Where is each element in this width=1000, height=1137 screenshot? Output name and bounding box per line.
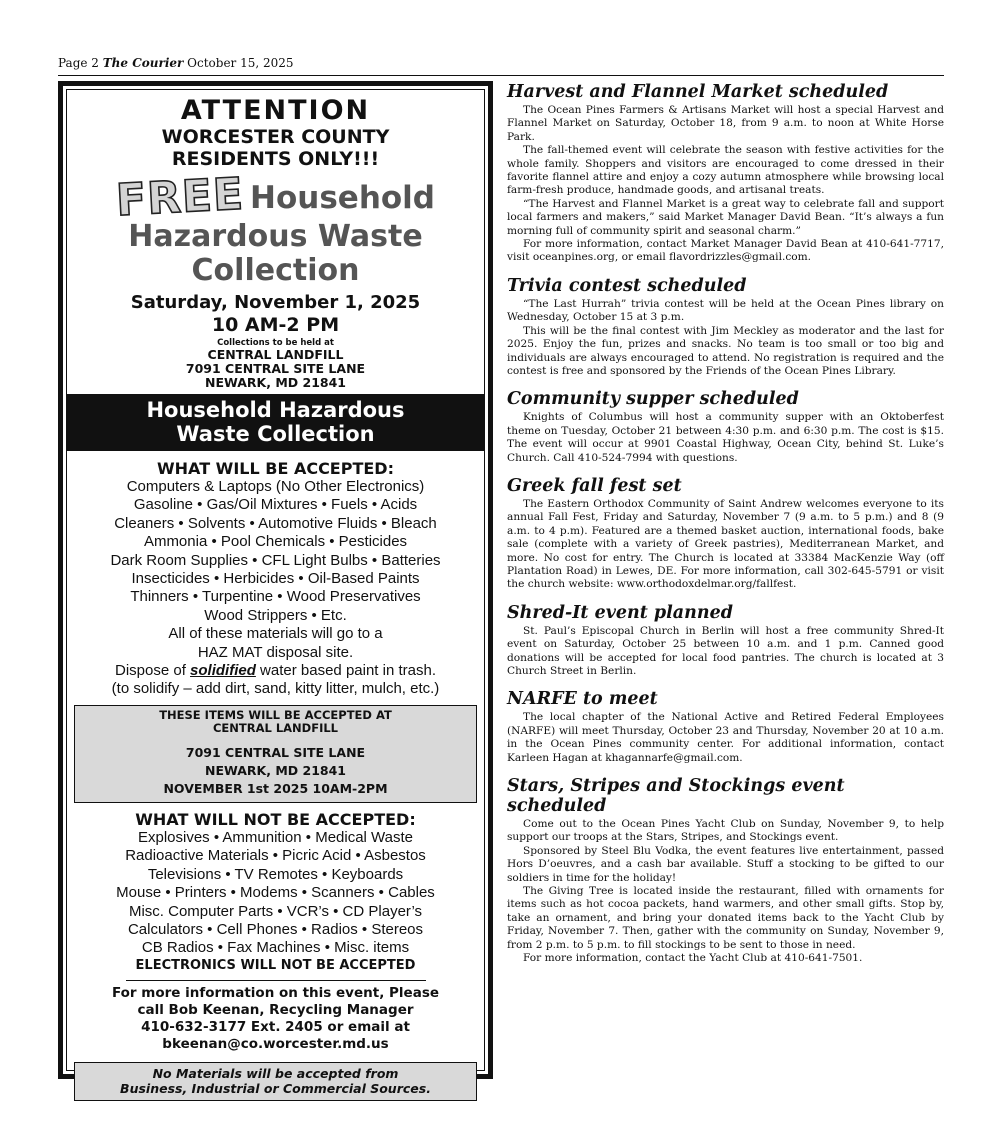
page-header: [58, 56, 944, 76]
not-accepted-item: Explosives • Ammunition • Medical Waste: [137, 828, 414, 846]
issue-date: October 15, 2025: [187, 56, 294, 70]
article-title: Greek fall fest set: [507, 475, 682, 496]
accepted-item: Dark Room Supplies • CFL Light Bulbs • Batteries: [110, 551, 441, 569]
accepted-item: Cleaners • Solvents • Automotive Fluids • Bleach: [114, 514, 437, 532]
ad-banner-line-1: Household Hazardous: [146, 398, 405, 422]
article-title: Harvest and Flannel Market scheduled: [507, 82, 889, 102]
article-title: Trivia contest scheduled: [507, 275, 747, 296]
article-community-supper: [507, 389, 944, 465]
article-paragraph: “The Last Hurrah” trivia contest will be held at the Ocean Pines library on Wednesday, October 15 at 3 p.m.: [507, 297, 944, 324]
article-shred-it: [507, 603, 944, 679]
article-greek-fall-fest: [507, 476, 944, 592]
article-paragraph: St. Paul’s Episcopal Church in Berlin will host a free community Shred-It event on Saturday, October 25 between 10 a.m. and 1 p.m. Canned good donations will be accepted for local food pantries. The church is located at 3 Church Street in Berlin.: [507, 624, 944, 677]
box-line: THESE ITEMS WILL BE ACCEPTED AT: [159, 707, 392, 722]
ad-residents-line-2: RESIDENTS ONLY!!!: [171, 148, 380, 170]
article-title: NARFE to meet: [507, 689, 658, 710]
accepted-list: [67, 478, 484, 699]
paper-name: The Courier: [102, 56, 184, 70]
ad-residents-line-1: WORCESTER COUNTY: [161, 126, 390, 148]
not-accepted-item: Televisions • TV Remotes • Keyboards: [147, 865, 404, 883]
ad-held-at: Collections to be held at: [217, 338, 334, 348]
footer-line: Business, Industrial or Commercial Sources.: [120, 1080, 431, 1096]
ad-address-line-1: CENTRAL LANDFILL: [207, 347, 344, 362]
page-number: Page 2: [58, 56, 99, 70]
contact-line: 410-632-3177 Ext. 2405 or email at: [141, 1018, 410, 1035]
article-trivia-contest: [507, 276, 944, 378]
footer-line: No Materials will be accepted from: [152, 1065, 399, 1081]
dispose-line: [67, 662, 484, 680]
ad-collection: Collection: [191, 253, 360, 288]
contact-line: call Bob Keenan, Recycling Manager: [137, 1001, 414, 1018]
not-accepted-item: Mouse • Printers • Modems • Scanners • Cables: [116, 884, 435, 902]
news-column: [507, 82, 944, 977]
contact-line: For more information on this event, Please: [111, 984, 440, 1001]
accepted-item: Computers & Laptops (No Other Electronics): [126, 478, 425, 495]
accepted-item: Gasoline • Gas/Oil Mixtures • Fuels • Acids: [133, 496, 418, 514]
ad-event-date: Saturday, November 1, 2025: [130, 292, 421, 313]
accepted-item: Ammonia • Pool Chemicals • Pesticides: [143, 533, 408, 551]
accepted-item: Thinners • Turpentine • Wood Preservatives: [130, 588, 421, 606]
ad-attention: ATTENTION: [180, 95, 371, 126]
article-narfe: [507, 689, 944, 765]
ad-hazardous-waste: Hazardous Waste: [128, 219, 423, 254]
ad-event-time: 10 AM-2 PM: [211, 314, 340, 336]
electronics-warning: ELECTRONICS WILL NOT BE ACCEPTED: [135, 957, 416, 973]
ad-inner-frame: [66, 89, 485, 1096]
article-paragraph: The Giving Tree is located inside the restaurant, filled with ornaments for items such as hot cocoa packets, hand warmers, and other small gifts. Stop by, take an ornament, and bring your donated items back to the Yacht Club by Friday, November 7. Then, gather with the community on Sunday, November 9, from 2 p.m. to 5 p.m. to fill stockings to be sent to those in need.: [507, 885, 944, 951]
not-accepted-item: Misc. Computer Parts • VCR’s • CD Player’s: [128, 902, 423, 920]
article-title: Shred-It event planned: [507, 602, 733, 623]
hazardous-waste-ad: [58, 81, 493, 1096]
not-accepted-item: CB Radios • Fax Machines • Misc. items: [141, 939, 410, 957]
not-accepted-list: [67, 829, 484, 958]
accepted-item: HAZ MAT disposal site.: [197, 643, 354, 661]
ad-divider: [126, 980, 426, 981]
ad-address-line-2: 7091 CENTRAL SITE LANE: [185, 361, 366, 376]
accepted-item: Insecticides • Herbicides • Oil-Based Paints: [131, 570, 420, 588]
ad-banner: [67, 394, 484, 451]
article-title: Community supper scheduled: [507, 389, 799, 410]
accepted-location-box: [74, 705, 477, 803]
box-line: 7091 CENTRAL SITE LANE: [185, 744, 366, 760]
accepted-item: All of these materials will go to a: [168, 625, 383, 643]
dispose-pre: Dispose of: [115, 662, 191, 680]
box-line: NEWARK, MD 21841: [205, 762, 346, 778]
solidify-note: (to solidify – add dirt, sand, kitty litter, mulch, etc.): [111, 680, 440, 698]
article-title: Stars, Stripes and Stockings event scheduled: [507, 776, 845, 817]
contact-email: bkeenan@co.worcester.md.us: [162, 1035, 389, 1052]
accepted-heading: WHAT WILL BE ACCEPTED:: [157, 459, 394, 478]
box-line: CENTRAL LANDFILL: [212, 720, 339, 735]
article-paragraph: This will be the final contest with Jim Meckley as moderator and the last for 2025. Enjoy the fun, prizes and snacks. No team is too small or too big and individuals are always encouraged to attend. No registration is required and the contest is free and sponsored by the Friends of the Ocean Pines Library.: [507, 324, 944, 377]
not-accepted-item: Calculators • Cell Phones • Radios • Stereos: [127, 920, 424, 938]
accepted-item: Wood Strippers • Etc.: [204, 606, 347, 624]
contact-info: [67, 985, 484, 1053]
article-paragraph: The Ocean Pines Farmers & Artisans Market will host a special Harvest and Flannel Market on Saturday, October 18, from 9 a.m. to noon at White Horse Park.: [507, 104, 944, 143]
dispose-word: solidified: [190, 662, 256, 680]
article-paragraph: Come out to the Ocean Pines Yacht Club on Sunday, November 9, to help support our troops at the Stars, Stripes, and Stockings event.: [507, 818, 944, 844]
article-paragraph: Sponsored by Steel Blu Vodka, the event features live entertainment, passed Hors D’oeuvres, and a cash bar available. Stuff a stocking to be gifted to our soldiers in time for the holiday!: [507, 844, 944, 884]
ad-address-line-3: NEWARK, MD 21841: [205, 375, 346, 390]
article-paragraph: Knights of Columbus will host a community supper with an Oktoberfest theme on Tuesday, October 21 between 4:30 p.m. and 6:30 p.m. The cost is $15. The event will occur at 9901 Coastal Highway, Ocean City, behind St. Luke’s Church. Call 410-524-7994 with questions.: [507, 411, 944, 464]
not-accepted-heading: WHAT WILL NOT BE ACCEPTED:: [135, 809, 416, 829]
article-paragraph: For more information, contact Market Manager David Bean at 410-641-7717, visit oceanpines.org, or email flavordrizzles@gmail.com.: [507, 238, 944, 264]
article-paragraph: The Eastern Orthodox Community of Saint Andrew welcomes everyone to its annual Fall Fest, Friday and Saturday, November 7 (9 a.m. to 5 p.m.) and 8 (9 a.m. to 4 p.m). Featured are a themed basket auction, international foods, bake sale (complete with a variety of Greek pastries), Mediterranean Market, and more. No cost for entry. The Church is located at 33384 MacKenzie Way (off Plantation Road) in Lewes, DE. For more information, call 302-645-5791 or visit the church website: www.orthodoxdelmar.org/fallfest.: [507, 497, 944, 591]
article-paragraph: For more information, contact the Yacht Club at 410-641-7501.: [523, 952, 863, 965]
ad-footer-box: [74, 1062, 477, 1101]
ad-free-row: [67, 168, 484, 227]
ad-banner-line-2: Waste Collection: [176, 422, 375, 446]
article-paragraph: The fall-themed event will celebrate the season with festive activities for the whole family. Shoppers and visitors are encouraged to come dressed in their favorite flannel attire and enjoy a cozy autumn atmosphere while browsing local farm-fresh produce, handmade goods, and artisanal treats.: [507, 144, 944, 197]
box-line: NOVEMBER 1st 2025 10AM-2PM: [163, 780, 388, 796]
not-accepted-item: Radioactive Materials • Picric Acid • Asbestos: [125, 847, 426, 865]
dispose-post: water based paint in trash.: [255, 662, 436, 680]
ad-free-word: FREE: [114, 168, 246, 227]
ad-household: Household: [250, 180, 436, 216]
article-stars-stripes: [507, 776, 944, 965]
article-harvest-market: [507, 82, 944, 265]
article-paragraph: The local chapter of the National Active and Retired Federal Employees (NARFE) will meet Thursday, October 23 and Thursday, November 20 at 10 a.m. in the Ocean Pines community center. For additional information, contact Karleen Hagan at khagannarfe@gmail.com.: [507, 711, 944, 764]
article-paragraph: “The Harvest and Flannel Market is a great way to celebrate fall and support local farmers and makers,” said Market Manager David Bean. “It’s always a fun morning full of community spirit and seasonal charm.”: [507, 197, 944, 237]
